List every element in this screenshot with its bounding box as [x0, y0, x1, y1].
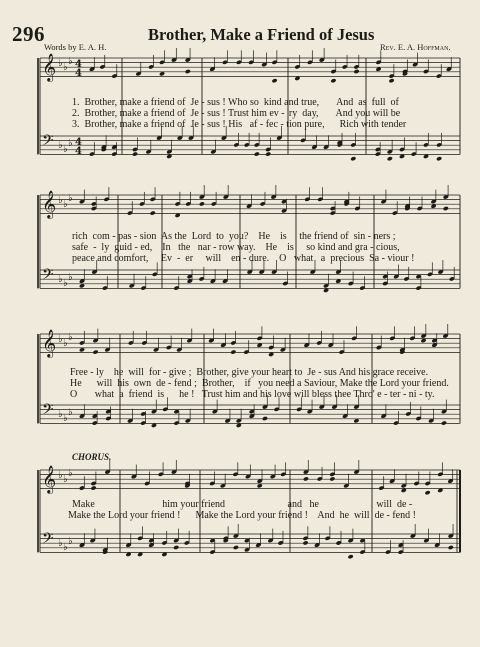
- flat-sign-icon: ♭: [63, 144, 68, 155]
- note-head: [441, 421, 447, 426]
- note-head: [173, 545, 179, 550]
- flat-sign-icon: ♭: [68, 536, 73, 547]
- flat-sign-icon: ♭: [58, 470, 63, 481]
- flat-sign-icon: ♭: [68, 332, 73, 343]
- words-credit: Words by E. A. H.: [44, 42, 107, 52]
- lyric-verse-2-line-2: safe - ly guid - ed, In the nar - row way. He is so kind and gra - cious,: [72, 242, 400, 253]
- note-head: [443, 206, 449, 211]
- note-head: [302, 540, 308, 545]
- note-head: [132, 152, 138, 157]
- bass-clef-icon: 𝄢: [42, 401, 54, 422]
- flat-sign-icon: ♭: [63, 62, 68, 73]
- lyric-verse-2-line-1: 2. Brother, make a friend of Je - sus ! Trust him ev - 'ry day, And you will be: [72, 108, 401, 119]
- note-head: [330, 78, 336, 83]
- note-head: [389, 78, 395, 83]
- flat-sign-icon: ♭: [58, 538, 63, 549]
- hymn-title: Brother, Make a Friend of Jesus: [148, 25, 375, 44]
- music-credit: Rev. E. A. Hoffman.: [380, 42, 451, 52]
- lyric-verse-1-line-3: Free - ly he will for - give ; Brother, give your heart to Je - sus And his grace receive.: [70, 367, 429, 378]
- note-head: [353, 69, 359, 74]
- flat-sign-icon: ♭: [58, 195, 63, 206]
- flat-sign-icon: ♭: [58, 140, 63, 151]
- note-head: [254, 152, 260, 157]
- bass-clef-icon: 𝄢: [42, 132, 54, 153]
- note-head: [185, 69, 191, 74]
- flat-sign-icon: ♭: [68, 272, 73, 283]
- flat-sign-icon: ♭: [68, 407, 73, 418]
- note-head: [436, 156, 442, 161]
- note-head: [265, 152, 271, 157]
- lyric-verse-3-line-1: 3. Brother, make a friend of Je - sus ! His af - fec - tion pure, Rich with tender: [72, 119, 407, 130]
- flat-sign-icon: ♭: [68, 56, 73, 67]
- chorus-label: CHORUS.: [72, 452, 112, 462]
- flat-sign-icon: ♭: [63, 413, 68, 424]
- lyric-verse-3-line-3: O what a friend is he ! Trust him and his love will bless thee Thro' e - ter - ni - ty.: [70, 389, 435, 400]
- chorus-lyric-line-1: Make him your friend and he will de -: [72, 499, 413, 510]
- treble-clef-icon: 𝄞: [42, 53, 57, 81]
- hymn-number: 296: [12, 22, 45, 46]
- flat-sign-icon: ♭: [58, 58, 63, 69]
- flat-sign-icon: ♭: [63, 338, 68, 349]
- flat-sign-icon: ♭: [63, 278, 68, 289]
- time-signature-bottom: 4: [75, 146, 82, 157]
- lyric-verse-1-line-1: 1. Brother, make a friend of Je - sus ! Who so kind and true, And as full of: [72, 97, 399, 108]
- note-head: [350, 156, 356, 161]
- note-head: [348, 554, 354, 559]
- note-head: [199, 201, 205, 206]
- note-head: [230, 350, 236, 355]
- note-head: [448, 545, 454, 550]
- note-head: [303, 476, 309, 481]
- flat-sign-icon: ♭: [68, 138, 73, 149]
- note-head: [329, 476, 335, 481]
- flat-sign-icon: ♭: [63, 199, 68, 210]
- flat-sign-icon: ♭: [63, 474, 68, 485]
- treble-clef-icon: 𝄞: [42, 329, 57, 357]
- flat-sign-icon: ♭: [63, 542, 68, 553]
- note-head: [93, 350, 99, 355]
- note-head: [387, 156, 393, 161]
- flat-sign-icon: ♭: [68, 468, 73, 479]
- bass-clef-icon: 𝄢: [42, 530, 54, 551]
- time-signature-bottom: 4: [75, 68, 82, 79]
- lyric-verse-2-line-3: He will his own de - fend ; Brother, if you need a Saviour, Make the Lord your friend.: [70, 378, 449, 389]
- note-head: [272, 78, 278, 83]
- note-head: [233, 545, 239, 550]
- treble-clef-icon: 𝄞: [42, 190, 57, 218]
- time-signature-top: 4: [75, 59, 82, 70]
- flat-sign-icon: ♭: [68, 193, 73, 204]
- note-head: [150, 211, 156, 216]
- time-signature-top: 4: [75, 137, 82, 148]
- flat-sign-icon: ♭: [58, 409, 63, 420]
- lyric-verse-3-line-2: peace and comfort, Ev - er will en - dure. O what a precious Sa - viour !: [72, 253, 415, 264]
- bass-clef-icon: 𝄢: [42, 266, 54, 287]
- chorus-lyric-line-2: Make the Lord your friend ! Make the Lord your friend ! And he will de - fend !: [68, 510, 416, 521]
- lyric-verse-1-line-2: rich com - pas - sion As the Lord to you? He is the friend of sin - ners ;: [72, 231, 396, 242]
- treble-clef-icon: 𝄞: [42, 465, 57, 493]
- note-head: [91, 486, 97, 491]
- note-head: [262, 416, 268, 421]
- flat-sign-icon: ♭: [58, 274, 63, 285]
- note-head: [425, 490, 431, 495]
- flat-sign-icon: ♭: [58, 334, 63, 345]
